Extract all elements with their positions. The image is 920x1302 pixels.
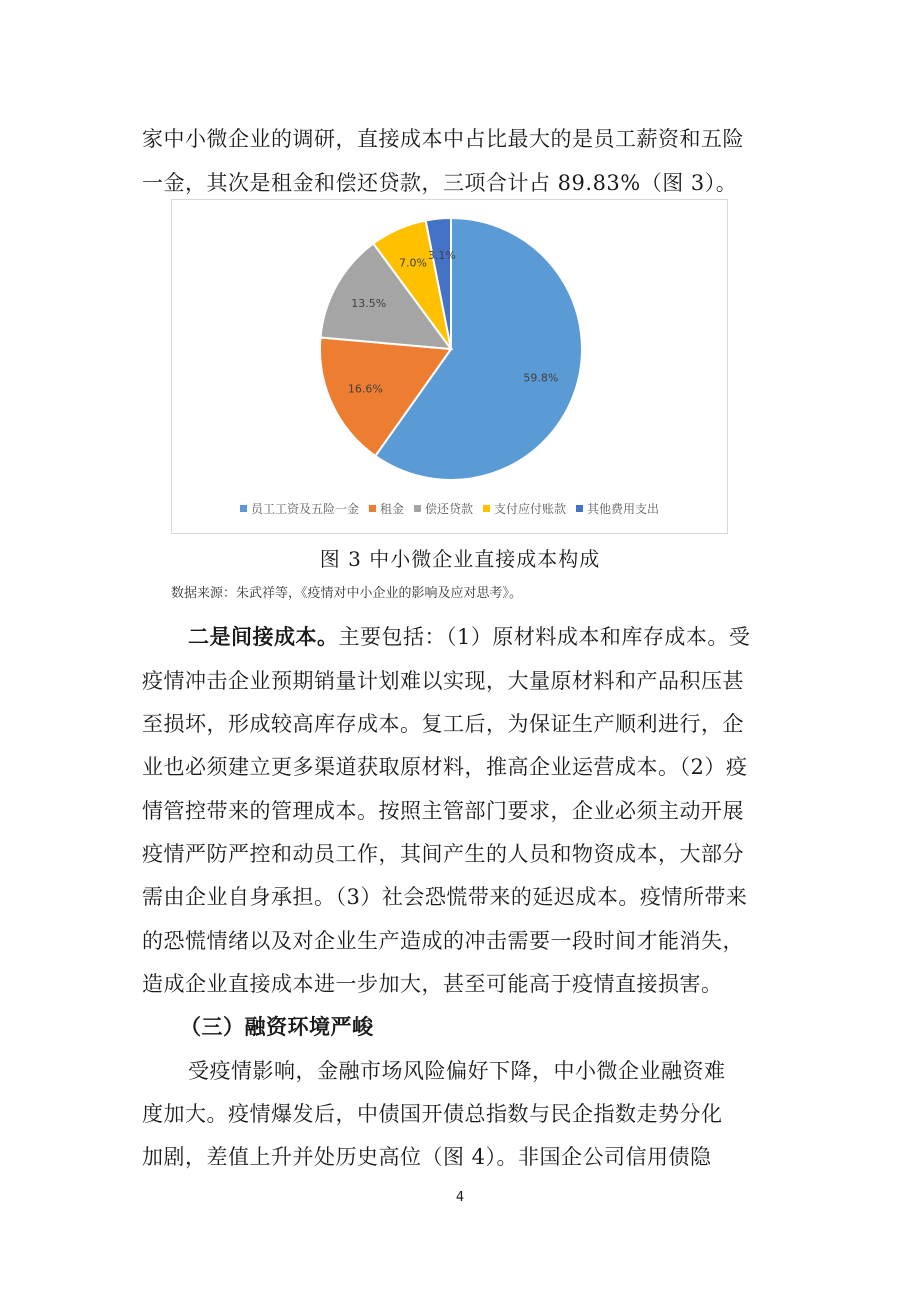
legend-entry xyxy=(483,500,566,517)
paragraph-line: 疫情严防严控和动员工作，其间产生的人员和物资成本，大部分 xyxy=(142,842,744,866)
legend-entry xyxy=(414,500,473,517)
slice-data-label: 3.1% xyxy=(427,249,456,263)
legend-label: 员工工资及五险一金 xyxy=(250,502,359,516)
paragraph-line: 一金，其次是租金和偿还贷款，三项合计占 89.83%（图 3）。 xyxy=(142,171,738,195)
pie-chart-svg xyxy=(172,200,729,535)
slice-data-label: 59.8% xyxy=(523,371,559,385)
inline-heading: 二是间接成本。 xyxy=(188,625,339,649)
paragraph-line: 造成企业直接成本进一步加大，甚至可能高于疫情直接损害。 xyxy=(142,972,723,996)
paragraph-line: 疫情冲击企业预期销量计划难以实现，大量原材料和产品积压甚 xyxy=(142,669,744,693)
figure-caption: 图 3 中小微企业直接成本构成 xyxy=(319,547,601,571)
legend-entry xyxy=(369,500,404,517)
pie-chart xyxy=(171,199,728,534)
paragraph-line: 业也必须建立更多渠道获取原材料，推高企业运营成本。（2）疫 xyxy=(142,755,748,779)
legend-label: 偿还贷款 xyxy=(424,502,473,516)
legend-swatch xyxy=(483,505,490,512)
legend-swatch xyxy=(576,505,583,512)
legend-label: 支付应付账款 xyxy=(494,502,567,516)
chart-legend xyxy=(172,500,727,517)
legend-swatch xyxy=(240,505,247,512)
slice-data-label: 7.0% xyxy=(399,256,427,270)
paragraph-line: 情管控带来的管理成本。按照主管部门要求，企业必须主动开展 xyxy=(142,799,744,823)
paragraph-line: 的恐慌情绪以及对企业生产造成的冲击需要一段时间才能消失， xyxy=(142,929,744,953)
legend-entry xyxy=(240,500,359,517)
paragraph-text: 主要包括：（1）原材料成本和库存成本。受 xyxy=(338,625,751,649)
figure-source: 数据来源：朱武祥等，《疫情对中小企业的影响及应对思考》。 xyxy=(171,586,523,601)
slice-data-label: 16.6% xyxy=(347,382,383,396)
legend-label: 其他费用支出 xyxy=(587,502,660,516)
legend-swatch xyxy=(369,505,376,512)
paragraph-line: 受疫情影响，金融市场风险偏好下降，中小微企业融资难 xyxy=(188,1059,726,1083)
legend-entry xyxy=(576,500,659,517)
legend-swatch xyxy=(414,505,421,512)
section-title: （三）融资环境严峻 xyxy=(180,1015,374,1039)
paragraph-line: 需由企业自身承担。（3）社会恐慌带来的延迟成本。疫情所带来 xyxy=(142,885,748,909)
slice-data-label: 13.5% xyxy=(351,296,387,310)
paragraph-line: 度加大。疫情爆发后，中债国开债总指数与民企指数走势分化 xyxy=(142,1102,723,1126)
paragraph-line: 至损坏，形成较高库存成本。复工后，为保证生产顺利进行，企 xyxy=(142,712,744,736)
page-number: 4 xyxy=(455,1190,465,1205)
legend-label: 租金 xyxy=(379,502,404,516)
paragraph-line: 加剧，差值上升并处历史高位（图 4）。非国企公司信用债隐 xyxy=(142,1145,712,1169)
paragraph-line: 家中小微企业的调研，直接成本中占比最大的是员工薪资和五险 xyxy=(142,127,744,151)
paragraph-line-first xyxy=(188,622,782,652)
